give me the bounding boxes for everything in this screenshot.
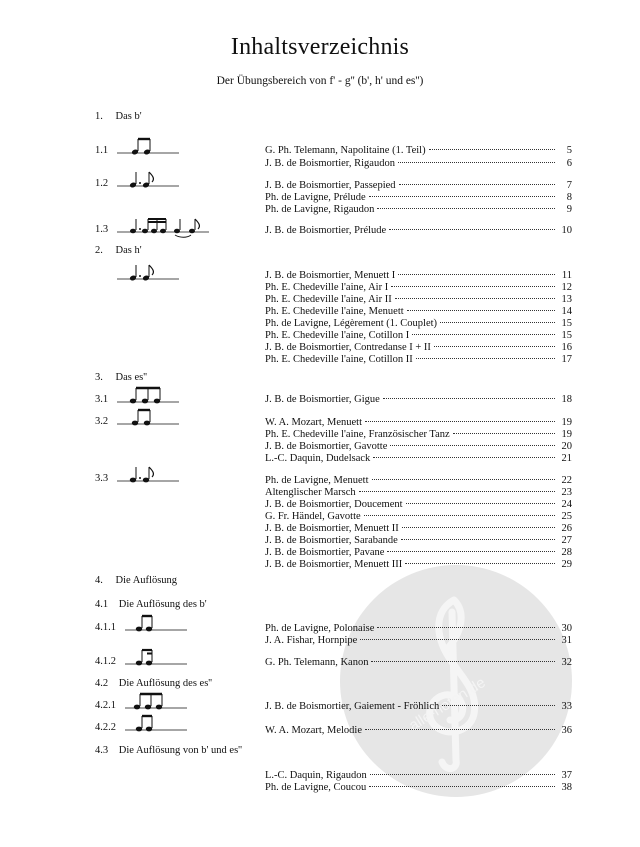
entry-page: 37 xyxy=(561,770,572,781)
dot-leader xyxy=(369,786,555,787)
entry-title: J. B. de Boismortier, Contredanse I + II xyxy=(265,342,431,353)
entry-page: 10 xyxy=(561,225,572,236)
dotted-quarter-eighth-icon xyxy=(117,170,179,192)
eighth-notes-pair-icon xyxy=(125,714,187,736)
toc-entry[interactable] xyxy=(265,353,572,366)
entry-title: J. B. de Boismortier, Menuett III xyxy=(265,559,403,570)
section-4-1 xyxy=(95,599,207,610)
dot-leader xyxy=(377,627,555,628)
dot-leader xyxy=(429,149,555,150)
entry-title: G. Fr. Händel, Gavotte xyxy=(265,511,361,522)
dot-leader xyxy=(412,334,555,335)
entry-title: J. B. de Boismortier, Pavane xyxy=(265,547,385,558)
entry-page: 13 xyxy=(561,294,572,305)
entry-page: 21 xyxy=(561,453,572,464)
section-label: Die Auflösung des b' xyxy=(118,599,207,610)
treble-clef-icon xyxy=(392,592,512,772)
watermark-text: alle-noten.de xyxy=(406,674,489,735)
entry-title: Ph. de Lavigne, Menuett xyxy=(265,475,369,486)
section-number: 2. xyxy=(95,245,103,256)
entry-title: G. Ph. Telemann, Kanon xyxy=(265,657,369,668)
toc-entry[interactable] xyxy=(265,700,572,713)
entry-page: 26 xyxy=(561,523,572,534)
toc-entry[interactable] xyxy=(265,781,572,794)
eighth-notes-triplet-icon xyxy=(125,692,187,714)
entry-page: 16 xyxy=(561,342,572,353)
dot-leader xyxy=(371,661,555,662)
section-number: 4.1 xyxy=(95,599,109,610)
section-label: Das b' xyxy=(115,111,142,122)
dot-leader xyxy=(387,551,555,552)
toc-entry[interactable] xyxy=(265,224,572,237)
entry-page: 28 xyxy=(561,547,572,558)
dot-leader xyxy=(389,229,555,230)
section-label: Die Auflösung von b' und es'' xyxy=(118,745,242,756)
entry-title: J. B. de Boismortier, Prélude xyxy=(265,225,387,236)
subsection-number: 4.1.1 xyxy=(95,622,116,633)
dotted-quarter-eighth-icon xyxy=(117,465,179,487)
dot-leader xyxy=(377,208,555,209)
entry-page: 24 xyxy=(561,499,572,510)
sixteenth-notes-group-icon xyxy=(117,216,209,238)
eighth-sixteenth-notes-icon xyxy=(125,648,187,670)
section-number: 4.2 xyxy=(95,678,109,689)
entry-title: J. B. de Boismortier, Menuett I xyxy=(265,270,396,281)
dot-leader xyxy=(369,196,555,197)
subsection-number: 4.2.1 xyxy=(95,700,116,711)
entry-page: 5 xyxy=(566,145,572,156)
entry-page: 30 xyxy=(561,623,572,634)
subsection-number: 1.1 xyxy=(95,145,109,156)
page-title: Inhaltsverzeichnis xyxy=(230,34,410,60)
dotted-quarter-eighth-icon xyxy=(117,263,179,285)
dot-leader xyxy=(402,527,555,528)
entry-page: 27 xyxy=(561,535,572,546)
entry-page: 22 xyxy=(561,475,572,486)
entry-title: L.-C. Daquin, Dudelsack xyxy=(265,453,371,464)
dot-leader xyxy=(434,346,555,347)
entry-title: Ph. de Lavigne, Rigaudon xyxy=(265,204,375,215)
section-4 xyxy=(95,575,177,586)
entry-page: 6 xyxy=(566,158,572,169)
section-number: 1. xyxy=(95,111,103,122)
entry-title: J. B. de Boismortier, Gavotte xyxy=(265,441,388,452)
entry-title: J. B. de Boismortier, Gigue xyxy=(265,394,380,405)
dot-leader xyxy=(442,705,555,706)
entry-title: Ph. E. Chedeville l'aine, Cotillon II xyxy=(265,354,413,365)
dot-leader xyxy=(398,162,555,163)
dot-leader xyxy=(405,563,555,564)
section-2 xyxy=(95,245,142,256)
dot-leader xyxy=(407,310,555,311)
entry-page: 15 xyxy=(561,318,572,329)
dot-leader xyxy=(416,358,555,359)
dot-leader xyxy=(359,491,555,492)
entry-title: J. B. de Boismortier, Menuett II xyxy=(265,523,399,534)
dot-leader xyxy=(398,274,555,275)
section-1 xyxy=(95,111,142,122)
dot-leader xyxy=(391,286,555,287)
dot-leader xyxy=(406,503,555,504)
toc-entry[interactable] xyxy=(265,203,572,216)
entry-title: W. A. Mozart, Melodie xyxy=(265,725,363,736)
entry-title: J. A. Fishar, Hornpipe xyxy=(265,635,358,646)
entry-page: 15 xyxy=(561,330,572,341)
entry-page: 31 xyxy=(561,635,572,646)
entry-title: Ph. de Lavigne, Coucou xyxy=(265,782,367,793)
subsection-number: 1.2 xyxy=(95,178,109,189)
dot-leader xyxy=(372,479,555,480)
toc-entry[interactable] xyxy=(265,393,572,406)
toc-entry[interactable] xyxy=(265,157,572,170)
dot-leader xyxy=(395,298,555,299)
entry-page: 36 xyxy=(561,725,572,736)
entry-page: 25 xyxy=(561,511,572,522)
section-label: Das h' xyxy=(115,245,142,256)
entry-page: 18 xyxy=(561,394,572,405)
entry-page: 20 xyxy=(561,441,572,452)
dot-leader xyxy=(440,322,555,323)
entry-title: Ph. E. Chedeville l'aine, Französischer Tanz xyxy=(265,429,450,440)
entry-page: 38 xyxy=(561,782,572,793)
dot-leader xyxy=(365,421,555,422)
section-number: 4.3 xyxy=(95,745,109,756)
toc-entry[interactable] xyxy=(265,724,572,737)
subsection-number: 3.1 xyxy=(95,394,109,405)
entry-title: J. B. de Boismortier, Gaiement - Fröhlich xyxy=(265,701,440,712)
section-label: Die Auflösung xyxy=(115,575,178,586)
dot-leader xyxy=(365,729,555,730)
section-label: Die Auflösung des es'' xyxy=(118,678,213,689)
dot-leader xyxy=(364,515,555,516)
subsection-number: 3.3 xyxy=(95,473,109,484)
entry-title: Ph. E. Chedeville l'aine, Air II xyxy=(265,294,392,305)
entry-title: J. B. de Boismortier, Rigaudon xyxy=(265,158,395,169)
section-number: 3. xyxy=(95,372,103,383)
eighth-notes-pair-icon xyxy=(125,614,187,636)
section-number: 4. xyxy=(95,575,103,586)
toc-entry[interactable] xyxy=(265,656,572,669)
toc-entry[interactable] xyxy=(265,144,572,157)
dot-leader xyxy=(370,774,555,775)
page-subtitle: Der Übungsbereich von f' - g'' (b', h' und es'') xyxy=(216,75,424,87)
entry-page: 32 xyxy=(561,657,572,668)
entry-page: 17 xyxy=(561,354,572,365)
subsection-number: 4.2.2 xyxy=(95,722,116,733)
eighth-notes-triplet-icon xyxy=(117,386,179,408)
entry-page: 19 xyxy=(561,417,572,428)
subsection-number: 4.1.2 xyxy=(95,656,116,667)
section-3 xyxy=(95,372,147,383)
entry-page: 7 xyxy=(566,180,572,191)
entry-title: J. B. de Boismortier, Doucement xyxy=(265,499,403,510)
entry-title: Ph. E. Chedeville l'aine, Air I xyxy=(265,282,389,293)
entry-title: Ph. E. Chedeville l'aine, Cotillon I xyxy=(265,330,410,341)
toc-entry[interactable] xyxy=(265,558,572,571)
dot-leader xyxy=(360,639,555,640)
toc-entry[interactable] xyxy=(265,634,572,647)
dot-leader xyxy=(399,184,555,185)
entry-page: 8 xyxy=(566,192,572,203)
entry-page: 19 xyxy=(561,429,572,440)
dot-leader xyxy=(390,445,555,446)
eighth-notes-pair-icon xyxy=(117,137,179,159)
entry-page: 33 xyxy=(561,701,572,712)
dot-leader xyxy=(383,398,555,399)
entry-title: Ph. E. Chedeville l'aine, Menuett xyxy=(265,306,404,317)
entry-title: Altenglischer Marsch xyxy=(265,487,356,498)
entry-title: G. Ph. Telemann, Napolitaine (1. Teil) xyxy=(265,145,426,156)
entry-page: 29 xyxy=(561,559,572,570)
section-4-3 xyxy=(95,745,242,756)
entry-title: Ph. de Lavigne, Légèrement (1. Couplet) xyxy=(265,318,438,329)
toc-entry[interactable] xyxy=(265,452,572,465)
entry-title: Ph. de Lavigne, Polonaise xyxy=(265,623,375,634)
dot-leader xyxy=(373,457,555,458)
entry-page: 12 xyxy=(561,282,572,293)
entry-title: J. B. de Boismortier, Passepied xyxy=(265,180,396,191)
entry-page: 9 xyxy=(566,204,572,215)
entry-title: J. B. de Boismortier, Sarabande xyxy=(265,535,398,546)
section-label: Das es'' xyxy=(115,372,147,383)
entry-title: L.-C. Daquin, Rigaudon xyxy=(265,770,367,781)
entry-page: 14 xyxy=(561,306,572,317)
dot-leader xyxy=(401,539,555,540)
entry-title: Ph. de Lavigne, Prélude xyxy=(265,192,366,203)
dot-leader xyxy=(453,433,555,434)
subsection-number: 3.2 xyxy=(95,416,109,427)
section-4-2 xyxy=(95,678,212,689)
subsection-number: 1.3 xyxy=(95,224,109,235)
entry-title: W. A. Mozart, Menuett xyxy=(265,417,363,428)
entry-page: 23 xyxy=(561,487,572,498)
entry-page: 11 xyxy=(561,270,572,281)
eighth-notes-pair-icon xyxy=(117,408,179,430)
